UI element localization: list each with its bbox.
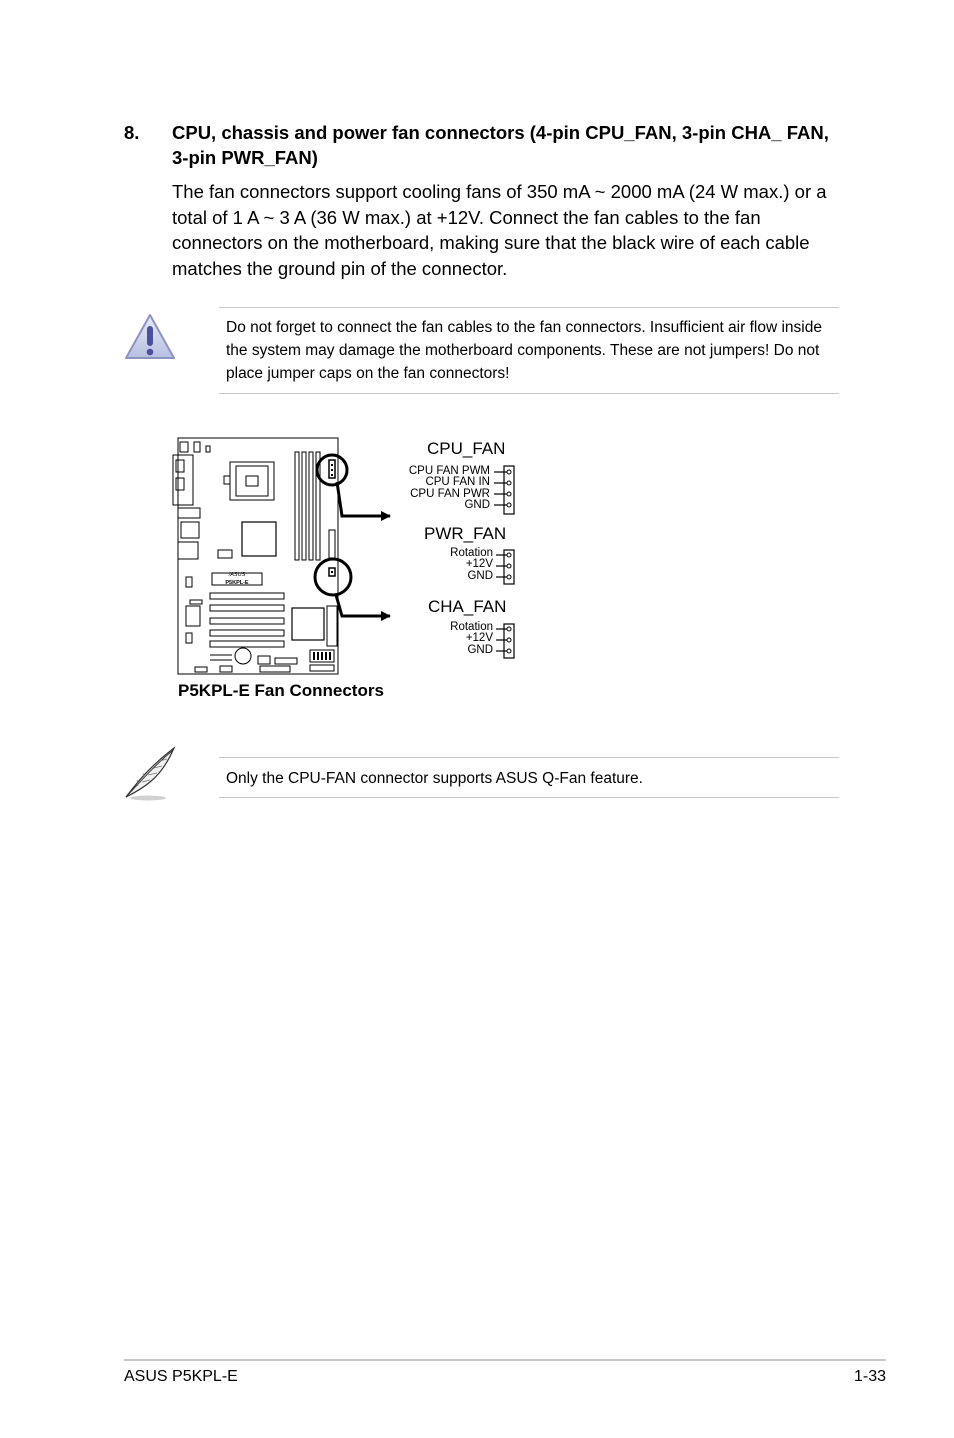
cha-fan-pin-1: Rotation — [450, 621, 493, 633]
section-heading — [124, 120, 844, 170]
board-logo: /ASUS — [228, 572, 246, 578]
cha-fan-pin-list — [420, 622, 493, 656]
pwr-fan-pin-3: GND — [467, 569, 493, 582]
board-model: P5KPL-E — [225, 580, 249, 586]
warning-bottom-rule — [219, 393, 839, 394]
footer-rule — [124, 1359, 886, 1361]
section-title: CPU, chassis and power fan connectors (4-pin CPU_FAN, 3-pin CHA_ FAN, 3-pin PWR_FAN) — [172, 122, 829, 168]
pwr-fan-pin-1: Rotation — [450, 547, 493, 559]
cha-fan-title: CHA_FAN — [428, 597, 507, 616]
footer-product: ASUS P5KPL-E — [124, 1368, 238, 1385]
cha-fan-connector-icon — [494, 622, 518, 660]
note-text: Only the CPU-FAN connector supports ASUS Q-Fan feature. — [226, 770, 643, 787]
warning-top-rule — [219, 307, 839, 308]
cpu-fan-pin-1: CPU FAN PWM — [408, 465, 490, 477]
pwr-fan-pin-2: +12V — [465, 558, 493, 571]
pwr-fan-connector-icon — [494, 548, 518, 586]
note-bottom-rule — [219, 797, 839, 798]
footer-page-number: 1-33 — [853, 1368, 886, 1385]
feather-quill-icon — [120, 744, 180, 807]
section-body: The fan connectors support cooling fans of 350 mA ~ 2000 mA (24 W max.) or a total of 1 A ~ 3 A (36 W max.) at +12V. Connect the fan cables to the fan connectors on the motherboard, making sure that the black wire of each cable matches the ground pin of the connector. — [172, 181, 827, 279]
cha-fan-pin-2: +12V — [465, 632, 493, 645]
pwr-fan-title: PWR_FAN — [424, 524, 507, 543]
cha-fan-arrow — [336, 595, 390, 616]
cpu-fan-pin-list — [380, 466, 490, 511]
cpu-fan-connector-icon — [492, 464, 518, 516]
section-number: 8. — [124, 122, 140, 143]
diagram-caption: P5KPL-E Fan Connectors — [178, 681, 384, 700]
cpu-fan-pin-3: CPU FAN PWR — [410, 487, 490, 500]
warning-triangle-icon — [124, 312, 178, 367]
note-top-rule — [219, 757, 839, 758]
cpu-fan-pin-2: CPU FAN IN — [425, 476, 490, 489]
cha-fan-pin-3: GND — [467, 643, 493, 656]
cpu-fan-pin-4: GND — [464, 498, 490, 511]
cpu-fan-title: CPU_FAN — [427, 439, 506, 458]
cha-pwr-fan-highlight — [315, 559, 351, 595]
pwr-fan-pin-list — [420, 548, 493, 582]
warning-text: Do not forget to connect the fan cables to the fan connectors. Insufficient air flow inside the system may damage the motherboard components. These are not jumpers! Do not place jumper caps on the fan connectors! — [226, 319, 822, 382]
